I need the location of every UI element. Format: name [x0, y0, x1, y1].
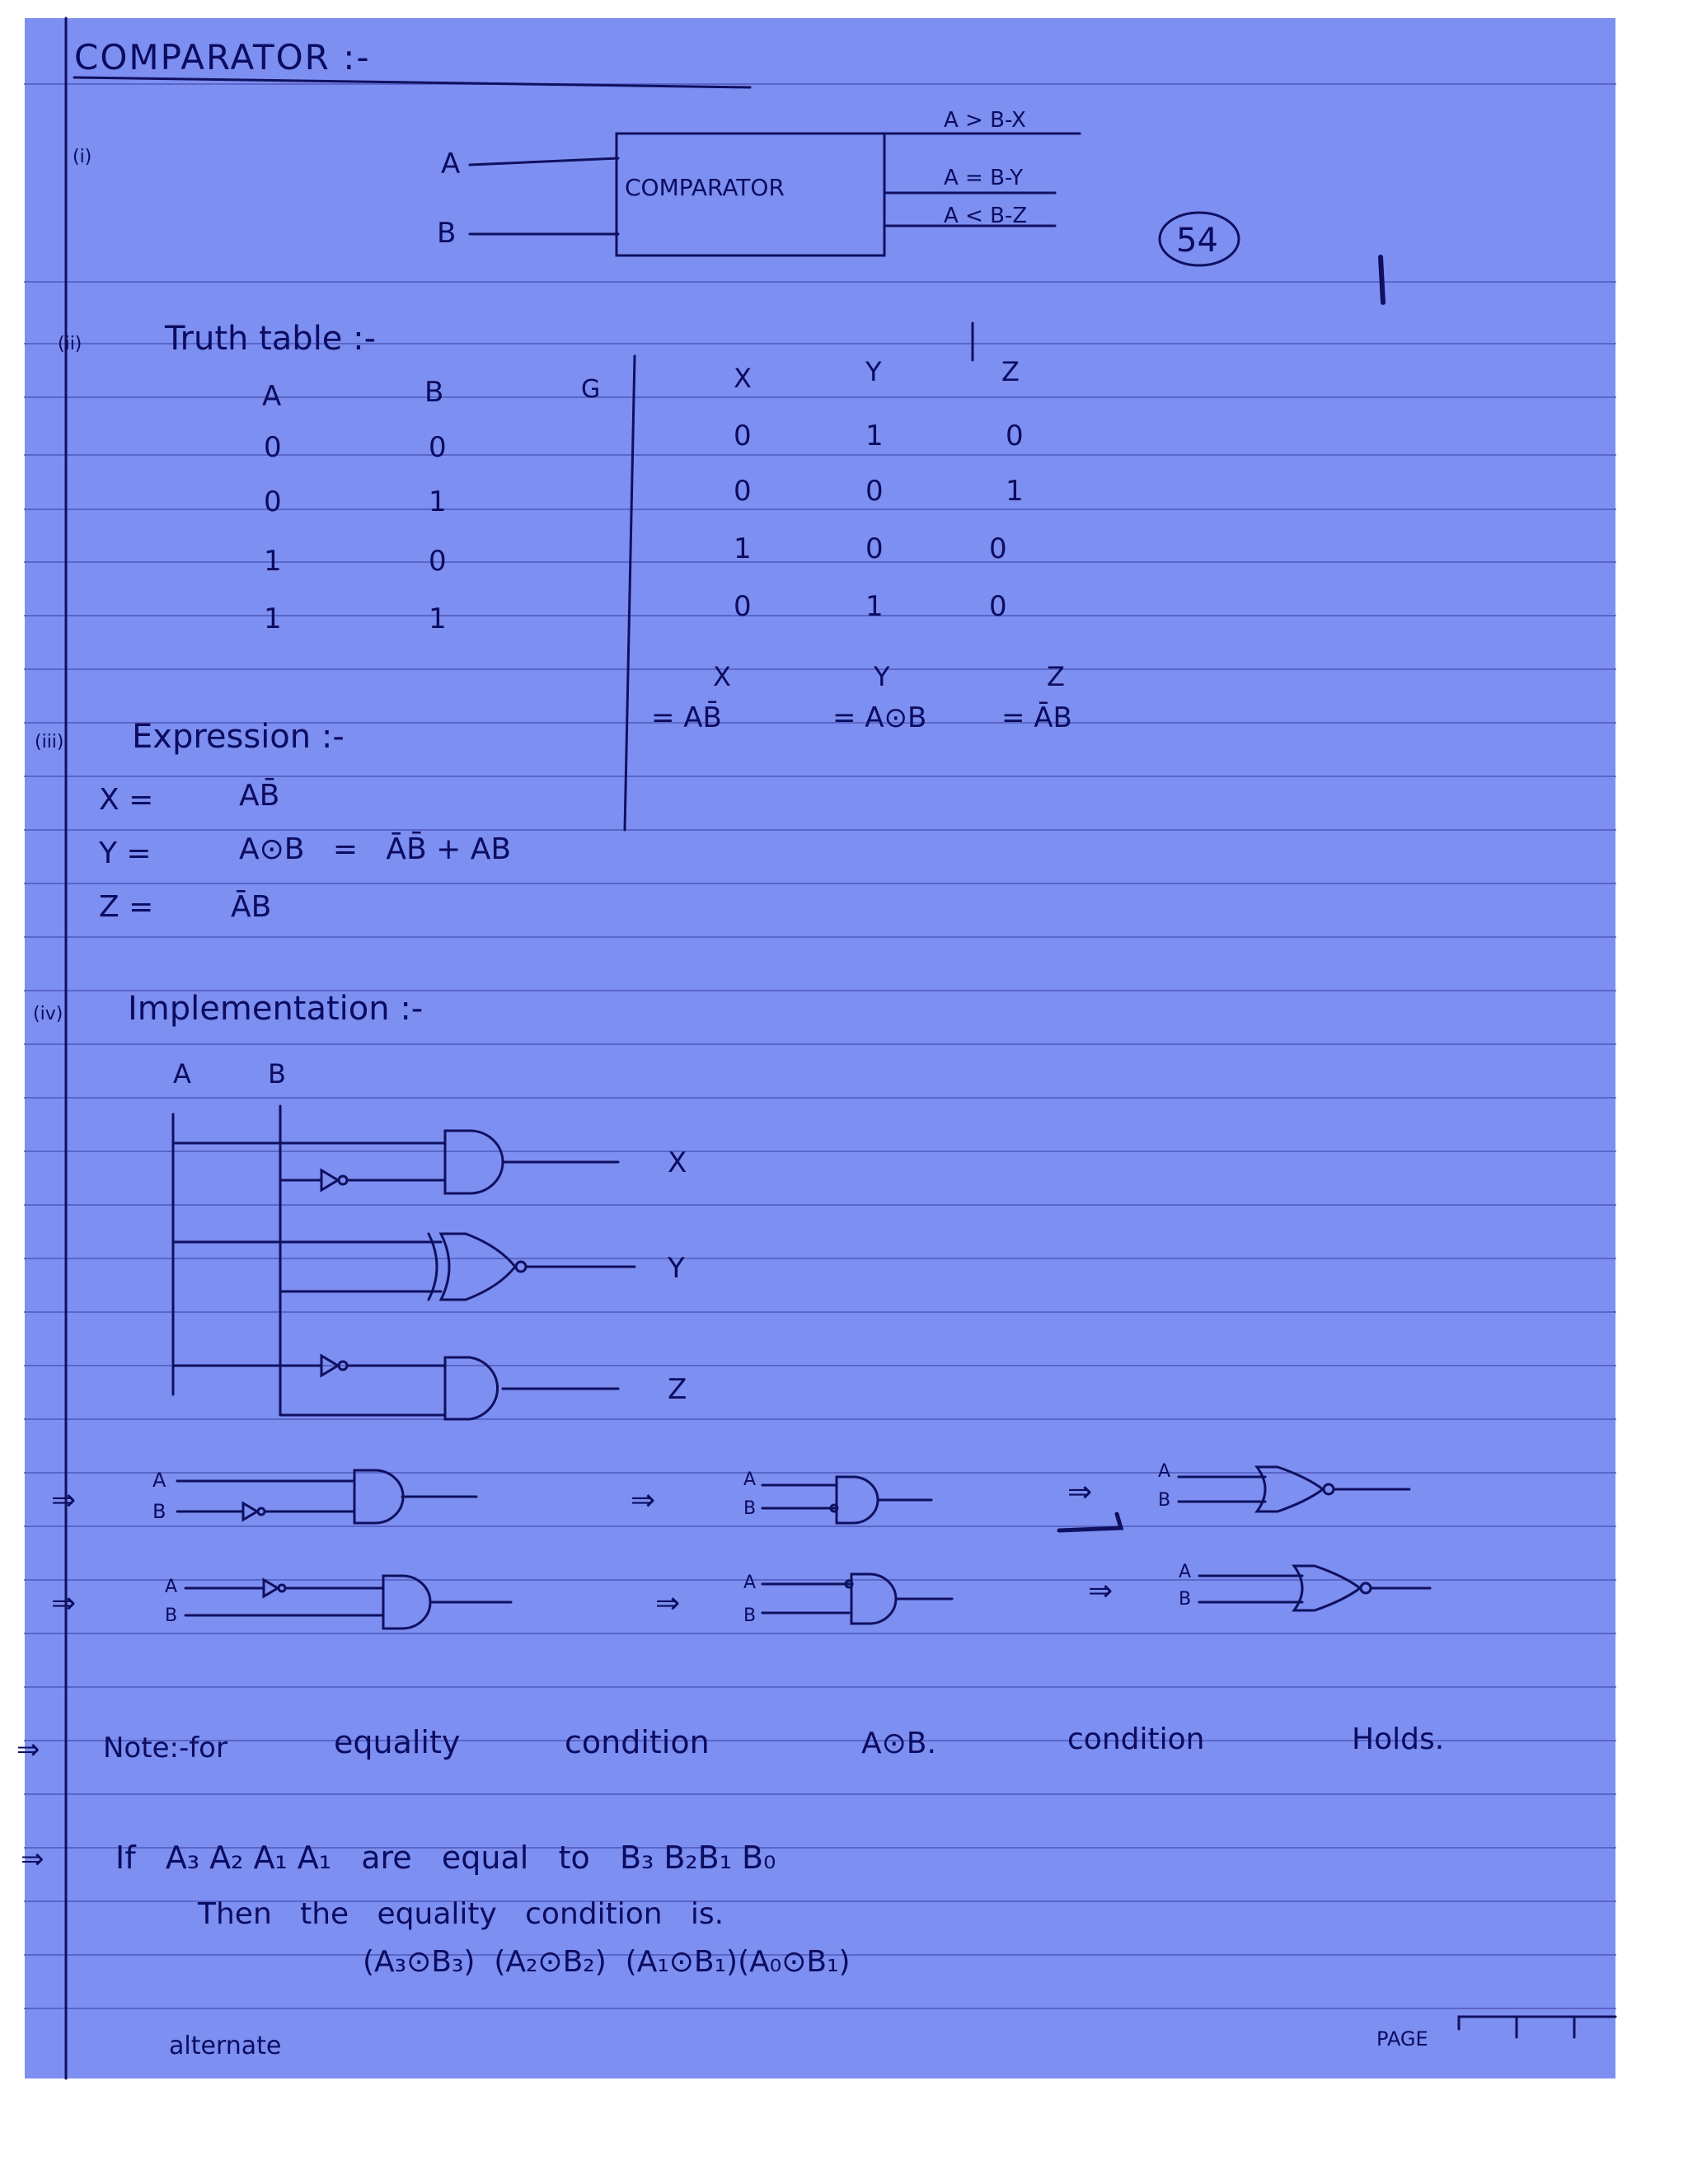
bottom-expr-z: = ĀB	[1001, 701, 1072, 734]
note-arrow: ⇒	[16, 1733, 40, 1766]
block-box-label: COMPARATOR	[625, 174, 785, 201]
equiv-arrow-5: ⇒	[655, 1586, 681, 1620]
equiv-a-3: A	[1158, 1461, 1171, 1482]
cell-3-y: 1	[865, 590, 884, 623]
implementation-title: Implementation :-	[128, 990, 424, 1028]
equiv-arrow-1: ⇒	[51, 1483, 77, 1517]
equiv-arrow-3: ⇒	[1067, 1475, 1093, 1509]
cell-3-z: 0	[989, 590, 1007, 623]
header-a: A	[262, 380, 282, 413]
truth-table	[262, 323, 1072, 830]
impl-input-a: A	[173, 1058, 191, 1090]
equiv-arrow-6: ⇒	[1088, 1574, 1114, 1608]
block-input-a: A	[441, 148, 461, 180]
expr-x-lhs: X =	[99, 783, 154, 817]
handwritten-notes	[16, 18, 1615, 2079]
notebook-page	[16, 18, 1615, 2079]
expr-x-rhs: AB̄	[239, 779, 280, 813]
cell-0-z: 0	[1006, 419, 1024, 452]
cell-1-a: 0	[264, 485, 282, 518]
bottom-expr-x: = AB̄	[651, 701, 722, 734]
note-text-3: condition	[565, 1724, 710, 1760]
page-number-circle	[1160, 213, 1239, 265]
cell-2-y: 0	[865, 532, 884, 565]
header-g: G	[581, 375, 601, 404]
output-greater: A > B-X	[944, 108, 1026, 133]
note-line	[16, 1722, 1444, 1766]
section-3-label: (iii)	[35, 732, 64, 752]
expression-title: Expression :-	[132, 718, 345, 756]
expr-y-rhs: A⊙B = ĀB̄ + AB	[239, 832, 512, 866]
equiv-a-4: A	[165, 1577, 178, 1597]
cell-2-a: 1	[264, 545, 282, 578]
section-4-label: (iv)	[33, 1004, 63, 1024]
equivalent-forms	[51, 1461, 1430, 1629]
equiv-a-1: A	[152, 1469, 166, 1492]
cell-3-a: 1	[264, 602, 282, 635]
equiv-b-6: B	[1179, 1589, 1192, 1610]
section-1-label: (i)	[73, 147, 92, 167]
final-arrow: ⇒	[21, 1843, 45, 1876]
bottom-label-y: Y	[874, 661, 890, 692]
equiv-b-2: B	[743, 1498, 757, 1519]
final-line-1: If A₃ A₂ A₁ A₁ are equal to B₃ B₂B₁ B₀	[115, 1840, 776, 1876]
equiv-a-5: A	[743, 1572, 757, 1593]
cell-0-a: 0	[264, 431, 282, 464]
heading: COMPARATOR :-	[74, 37, 371, 77]
page-number: 54	[1176, 222, 1218, 260]
equality-condition	[21, 1840, 1615, 2060]
cell-0-y: 1	[865, 419, 884, 452]
equiv-a-2: A	[743, 1469, 757, 1490]
header-y: Y	[865, 356, 882, 387]
cell-2-b: 0	[429, 545, 447, 578]
comparator-block-diagram	[437, 108, 1080, 255]
final-line-2: Then the equality condition is.	[198, 1897, 724, 1931]
note-text-1: Note:-for	[103, 1732, 227, 1765]
cell-0-b: 0	[429, 431, 447, 464]
expression-lines	[98, 777, 511, 924]
equiv-arrow-2: ⇒	[631, 1483, 656, 1517]
expr-z-rhs: ĀB	[231, 890, 272, 924]
cell-3-b: 1	[429, 602, 447, 635]
note-text-2: equality	[334, 1724, 461, 1760]
section-2-label: (ii)	[58, 334, 82, 354]
final-line-4: alternate	[169, 2032, 282, 2060]
cell-2-z: 0	[989, 532, 1007, 565]
bottom-label-z: Z	[1047, 661, 1065, 692]
block-input-b: B	[437, 217, 457, 250]
output-less: A < B-Z	[944, 204, 1028, 228]
cell-1-b: 1	[429, 485, 447, 518]
cell-0-x: 0	[734, 419, 752, 452]
impl-output-z: Z	[668, 1373, 687, 1406]
equiv-arrow-4: ⇒	[51, 1586, 77, 1620]
header-x: X	[734, 363, 752, 394]
truth-table-title: Truth table :-	[165, 320, 377, 358]
final-line-3: (A₃⊙B₃) (A₂⊙B₂) (A₁⊙B₁)(A₀⊙B₁)	[363, 1945, 851, 1979]
cell-1-z: 1	[1006, 475, 1024, 508]
equiv-b-3: B	[1158, 1490, 1171, 1511]
equiv-b-1: B	[152, 1500, 166, 1523]
header-b: B	[424, 376, 444, 409]
header-z: Z	[1001, 356, 1020, 387]
cell-3-x: 0	[734, 590, 752, 623]
page-label: PAGE	[1376, 2027, 1428, 2050]
impl-output-x: X	[668, 1146, 687, 1179]
output-equal: A = B-Y	[944, 166, 1024, 190]
note-text-5: condition	[1067, 1722, 1205, 1756]
cell-2-x: 1	[734, 532, 752, 565]
cell-1-y: 0	[865, 475, 884, 508]
impl-output-y: Y	[668, 1252, 685, 1285]
expr-y-lhs: Y =	[99, 837, 152, 870]
note-text-6: Holds.	[1352, 1722, 1445, 1756]
equiv-b-4: B	[165, 1605, 178, 1626]
equiv-a-6: A	[1179, 1562, 1192, 1582]
bottom-expr-y: = A⊙B	[832, 701, 927, 734]
impl-input-b: B	[268, 1058, 286, 1090]
expr-z-lhs: Z =	[99, 890, 154, 924]
equiv-b-5: B	[743, 1605, 757, 1626]
note-text-4: A⊙B.	[861, 1727, 936, 1760]
cell-1-x: 0	[734, 475, 752, 508]
bottom-label-x: X	[713, 661, 731, 692]
